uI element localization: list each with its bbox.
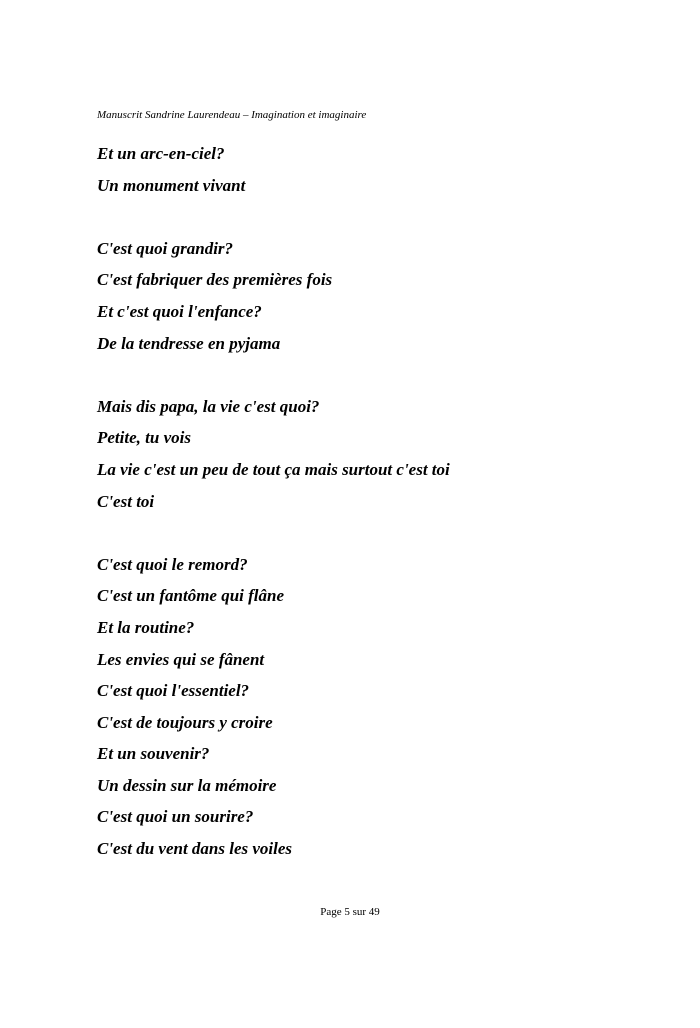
poem-line: C'est quoi un sourire? (97, 807, 254, 827)
poem-line: C'est fabriquer des premières fois (97, 270, 333, 290)
stanza-break (97, 201, 657, 233)
poem-line: C'est de toujours y croire (97, 712, 273, 732)
page-number: Page 5 sur 49 (320, 906, 380, 918)
stanza-break (97, 517, 657, 549)
poem-line: Un dessin sur la mémoire (97, 775, 277, 795)
poem-line: C'est toi (97, 491, 155, 511)
poem-line: C'est quoi grandir? (97, 238, 234, 258)
poem-line: Les envies qui se fânent (97, 649, 265, 669)
poem-body (97, 138, 657, 865)
poem-line: Et un arc-en-ciel? (97, 144, 225, 163)
poem-line: Et c'est quoi l'enfance? (97, 301, 262, 321)
poem-line: C'est quoi l'essentiel? (97, 681, 250, 701)
poem-line: De la tendresse en pyjama (97, 333, 281, 353)
poem-line: Et un souvenir? (97, 744, 210, 764)
page-header: Manuscrit Sandrine Laurendeau – Imagination et imaginaire (97, 109, 367, 121)
poem-line: C'est un fantôme qui flâne (97, 586, 285, 606)
poem-line: Un monument vivant (97, 175, 246, 195)
poem-line: Et la routine? (97, 617, 195, 637)
poem-line: Mais dis papa, la vie c'est quoi? (97, 396, 320, 416)
poem-line: La vie c'est un peu de tout ça mais surtout c'est toi (97, 459, 450, 479)
stanza-break (97, 359, 657, 391)
poem-line: C'est quoi le remord? (97, 554, 248, 574)
poem-line: C'est du vent dans les voiles (97, 839, 293, 859)
poem-line: Petite, tu vois (97, 428, 191, 448)
